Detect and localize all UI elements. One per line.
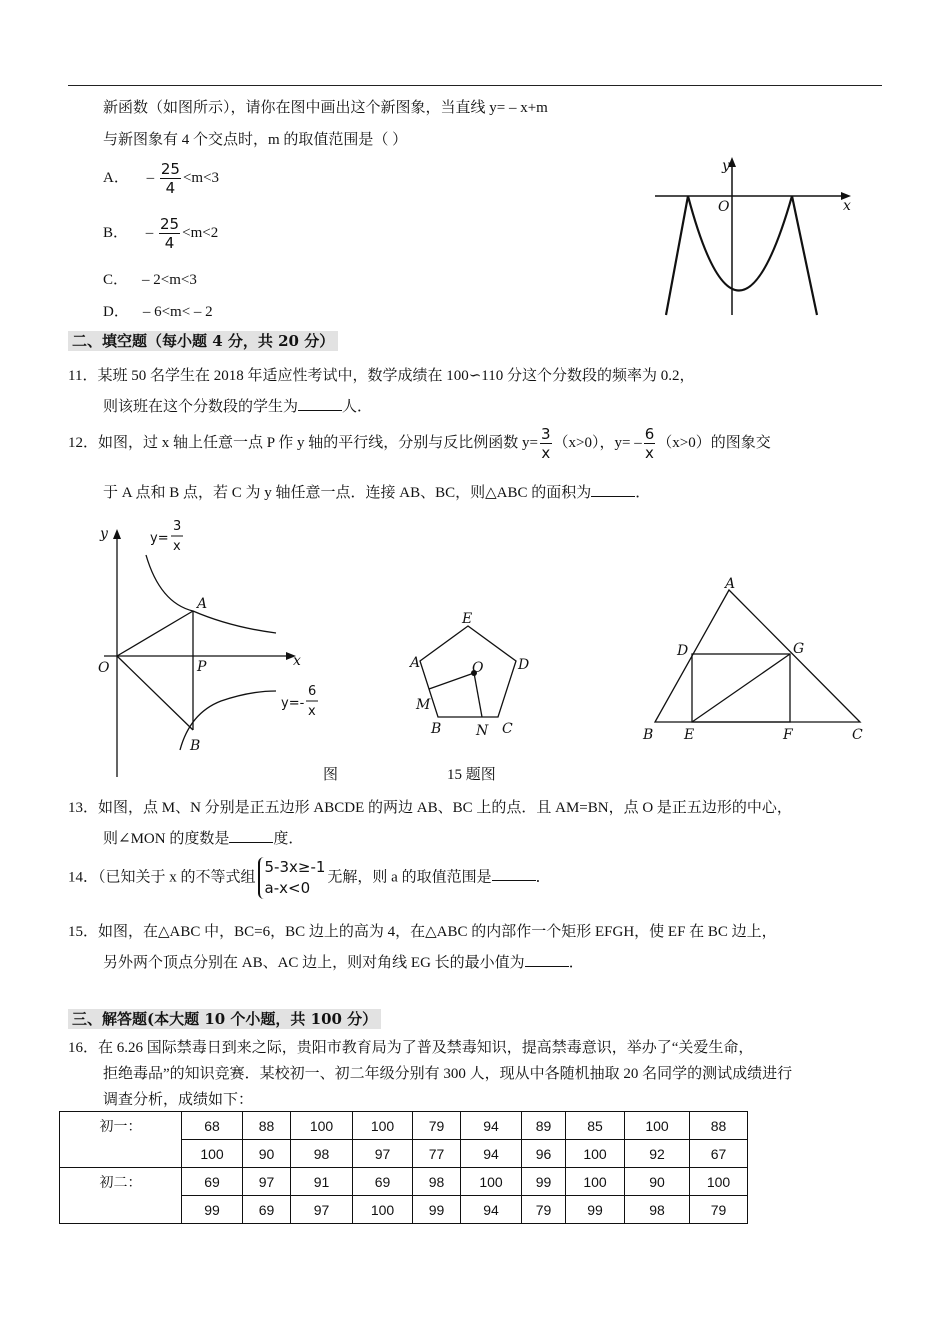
svg-text:M: M [416,697,431,713]
svg-text:C: C [852,727,863,743]
scores-table [59,1111,748,1224]
svg-text:D: D [677,643,689,659]
option-label: A． [103,169,129,186]
q15-triangle-figure [637,572,877,747]
q10-graph-figure [652,155,872,320]
svg-text:B: B [431,721,442,737]
svg-text:A: A [197,596,208,612]
svg-text:D: D [518,657,530,673]
table-row: 99 69 97 100 99 94 79 99 98 79 [60,1196,748,1224]
svg-text:G: G [793,641,805,657]
q12-line2: 于 A 点和 B 点，若 C 为 y 轴任意一点．连接 AB、BC，则△ABC 的面积为 ． [103,481,650,502]
section-heading-solutions: 三、解答题(本大题 10 个小题，共 100 分） [68,1009,381,1029]
table-row: 初一： 68 88 100 100 79 94 89 85 100 88 [60,1112,748,1140]
svg-text:y=: y= [150,531,169,546]
figure-caption: 图 [323,767,339,783]
svg-text:y: y [722,158,730,174]
fraction: $\frac{6}{x}$ [644,425,655,462]
section-heading-fill-blank: 二、填空题（每小题 4 分，共 20 分） [68,331,338,351]
svg-text:x: x [308,704,316,719]
q14-line: 14．（已知关于 x 的不等式组 5-3x≥-1 a-x<0 无解，则 a 的取值范围是 ． [68,858,551,897]
svg-text:F: F [783,727,793,743]
q10-line2: 与新图象有 4 个交点时，m 的取值范围是（ ） [103,132,408,148]
fraction: $\frac{25}{4}$ [160,160,180,197]
figure-caption: 15 题图 [447,767,496,783]
table-row: 100 90 98 97 77 94 96 100 92 67 [60,1140,748,1168]
q11-line2: 则该班在这个分数段的学生为 人． [103,395,372,416]
grade-label: 初一： [60,1112,182,1168]
answer-blank [229,828,273,843]
q12-line1: 12．如图，过 x 轴上任意一点 P 作 y 轴的平行线，分别与反比例函数 y= $\frac{3}{x}$ （x>0），y= – $\frac{6}{x}$ （x>0）的图象交 [68,425,771,462]
q15-line2: 另外两个顶点分别在 AB、AC 边上，则对角线 EG 长的最小值为 ． [103,951,584,972]
svg-text:O: O [98,660,110,676]
q16-line3: 调查分析，成绩如下： [103,1092,254,1108]
fraction: $\frac{25}{4}$ [160,215,180,252]
svg-text:A: A [410,655,421,671]
svg-text:B: B [643,727,654,743]
q13-pentagon-figure [404,605,544,745]
q13-line2: 则∠MON 的度数是 度． [103,827,303,848]
svg-text:C: C [502,721,513,737]
svg-text:N: N [476,723,489,739]
answer-blank [492,866,536,881]
q12-hyperbola-figure [90,515,350,780]
answer-blank [591,482,635,497]
svg-text:O: O [718,199,730,215]
svg-text:y: y [100,526,108,542]
svg-text:E: E [462,611,473,627]
q16-line1: 16．在 6.26 国际禁毒日到来之际，贵阳市教育局为了普及禁毒知识，提高禁毒意识，举办了“关爱生命， [68,1040,754,1056]
q10-option-b: B． – $\frac{25}{4}$ <m<2 [103,215,219,252]
q10-option-c: C． – 2<m<3 [103,272,197,288]
q10-option-a: A． – $\frac{25}{4}$ <m<3 [103,160,220,197]
svg-text:x: x [843,198,851,214]
q13-line1: 13．如图，点 M、N 分别是正五边形 ABCDE 的两边 AB、BC 上的点．且 AM=BN，点 O 是正五边形的中心， [68,800,792,816]
header-rule [68,85,882,86]
q16-line2: 拒绝毒品”的知识竞赛．某校初一、初二年级分别有 300 人，现从中各随机抽取 20 名同学的测试成绩进行 [103,1066,793,1082]
q10-option-d: D． – 6<m< – 2 [103,304,213,320]
answer-blank [298,396,342,411]
svg-text:x: x [173,539,181,554]
svg-text:B: B [190,738,201,754]
svg-text:y=-: y=- [281,696,305,711]
svg-text:3: 3 [173,519,182,534]
q11-line1: 11．某班 50 名学生在 2018 年适应性考试中，数学成绩在 100∽110 分这个分数段的频率为 0.2， [68,368,695,384]
inequality-system: 5-3x≥-1 a-x<0 [258,857,326,899]
answer-blank [525,952,569,967]
grade-label: 初二： [60,1168,182,1224]
svg-text:E: E [684,727,695,743]
q15-line1: 15．如图，在△ABC 中，BC=6，BC 边上的高为 4，在△ABC 的内部作一个矩形 EFGH，使 EF 在 BC 边上， [68,924,777,940]
svg-text:x: x [293,653,301,669]
table-row: 初二： 69 97 91 69 98 100 99 100 90 100 [60,1168,748,1196]
fraction: $\frac{3}{x}$ [541,425,551,462]
svg-text:A: A [725,576,736,592]
svg-text:O: O [472,660,484,676]
svg-text:6: 6 [308,684,317,699]
q10-line1: 新函数（如图所示），请你在图中画出这个新图象，当直线 y= – x+m [103,100,548,116]
option-label: B． [103,224,129,241]
svg-text:P: P [197,659,207,675]
